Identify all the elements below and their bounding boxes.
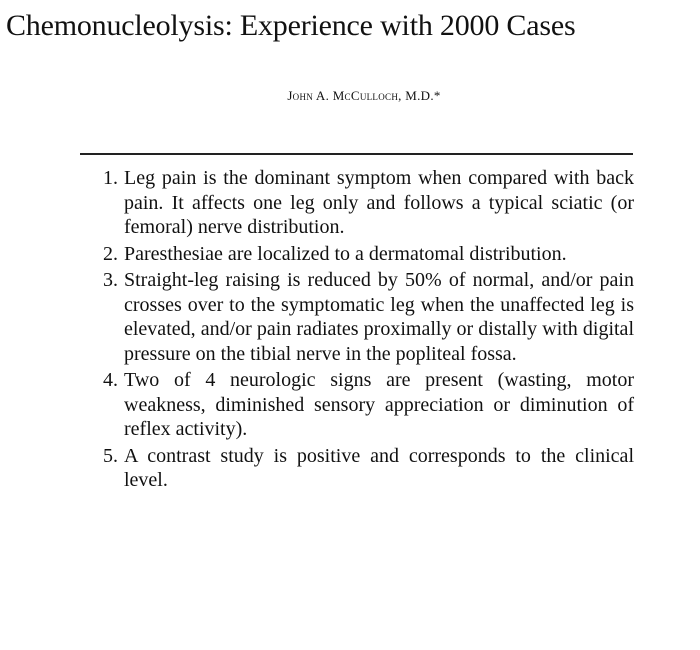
section-divider <box>80 153 633 155</box>
criteria-item <box>82 444 634 493</box>
criteria-item <box>82 268 634 366</box>
criteria-item-text: Two of 4 neurologic signs are present (wasting, motor weakness, diminished sensory appreciation or diminution of reflex activity). <box>124 369 634 440</box>
criteria-item <box>82 166 634 240</box>
criteria-item-text: Straight-leg raising is reduced by 50% of normal, and/or pain crosses over to the symptomatic leg when the unaffected leg is elevated, and/or pain radiates proximally or distally with digital pressure on the tibial nerve in the popliteal fossa. <box>124 269 634 365</box>
criteria-list <box>82 166 634 495</box>
author-byline: John A. McCulloch, M.D.* <box>287 88 441 103</box>
criteria-item-number: 3. <box>103 269 118 291</box>
criteria-item-text: Leg pain is the dominant symptom when compared with back pain. It affects one leg only and follows a typical sciatic (or femoral) nerve distribution. <box>124 167 634 238</box>
criteria-item <box>82 368 634 442</box>
criteria-item-text: A contrast study is positive and corresponds to the clinical level. <box>124 444 634 491</box>
criteria-item-number: 2. <box>103 242 118 265</box>
criteria-item-number: 5. <box>103 444 118 467</box>
criteria-item-number: 4. <box>103 369 118 391</box>
criteria-item <box>82 242 634 267</box>
criteria-item-text: Paresthesiae are localized to a dermatomal distribution. <box>124 242 567 265</box>
criteria-item-number: 1. <box>103 167 118 189</box>
article-title: Chemonucleolysis: Experience with 2000 Cases <box>6 9 576 42</box>
